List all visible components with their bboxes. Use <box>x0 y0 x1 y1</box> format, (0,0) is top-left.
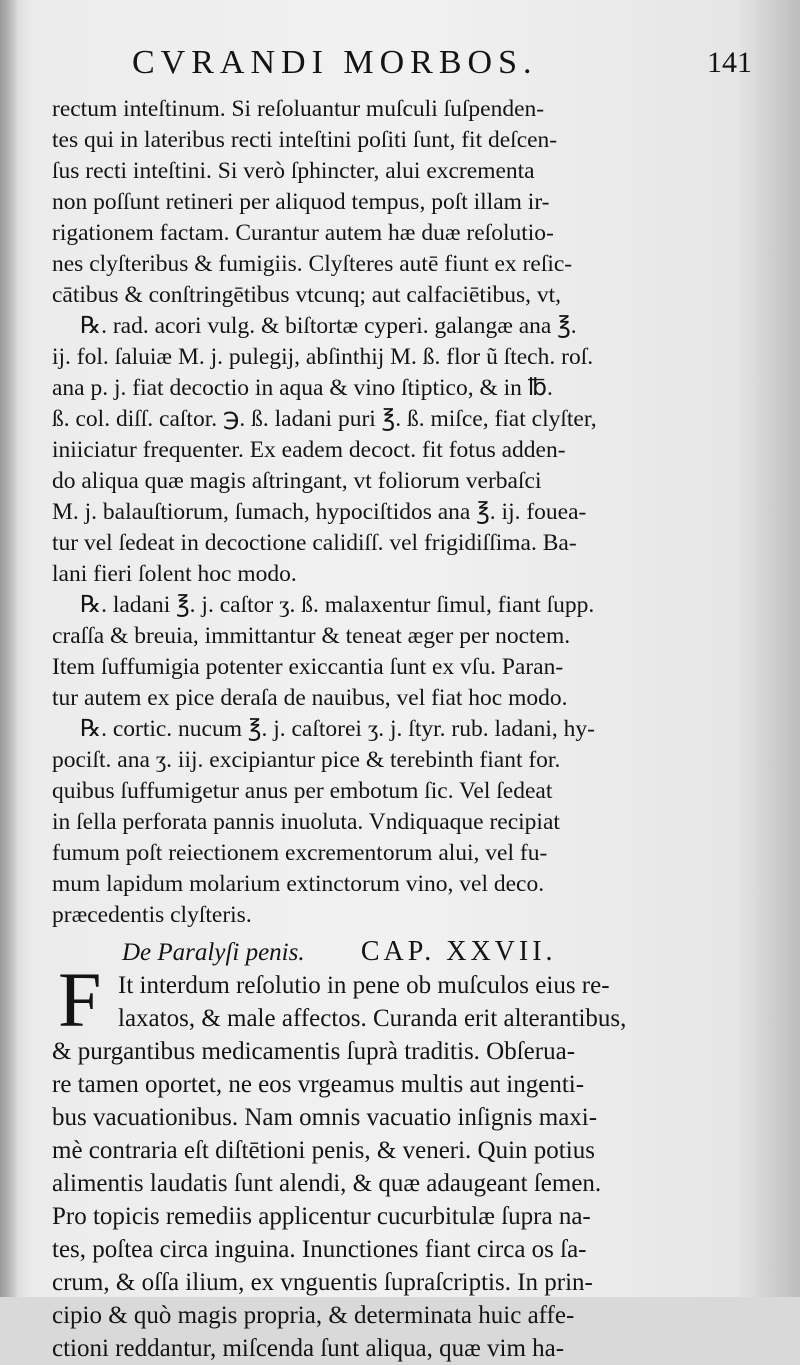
text-line: rigationem factam. Curantur autem hæ duæ reſolutio- <box>52 220 554 246</box>
text-line: It interdum reſolutio in pene ob muſculos eius re- <box>118 972 610 999</box>
text-line: tes qui in lateribus recti inteſtini poſiti ſunt, fit deſcen- <box>52 127 558 153</box>
text-line: quibus ſuffumigetur anus per embotum ſic. Vel ſedeat <box>52 778 553 804</box>
text-line: ℞. cortic. nucum ℥. j. caſtorei ʒ. j. ſtyr. rub. ladani, hy- <box>80 716 595 742</box>
text-line: in ſella perforata pannis inuoluta. Vndiquaque recipiat <box>52 809 560 835</box>
text-line: ctioni reddantur, miſcenda ſunt aliqua, quæ vim ha- <box>52 1335 565 1362</box>
text-line: & purgantibus medicamentis ſuprà traditis. Obſerua- <box>52 1038 576 1065</box>
chapter-subtitle: De Paralyſi penis. <box>122 939 305 966</box>
binding-shadow <box>0 0 18 1297</box>
text-line: crum, & oſſa ilium, ex vnguentis ſupraſcriptis. In prin- <box>52 1269 593 1296</box>
text-line: nes clyſteribus & fumigiis. Clyſteres autē fiunt ex reſic- <box>52 251 573 277</box>
text-line: fumum poſt reiectionem excrementorum alui, vel fu- <box>52 840 548 866</box>
text-line: tur vel ſedeat in decoctione calidiſſ. vel frigidiſſima. Ba- <box>52 530 577 556</box>
text-line: ij. fol. ſaluiæ M. j. pulegij, abſinthij M. ß. flor ũ ſtech. roſ. <box>52 344 594 370</box>
text-line: cātibus & conſtringētibus vtcunq; aut calfaciētibus, vt, <box>52 282 562 308</box>
page-number: 141 <box>707 46 752 79</box>
text-line: iniiciatur frequenter. Ex eadem decoct. fit fotus adden- <box>52 437 566 463</box>
text-line: M. j. balauſtiorum, ſumach, hypociſtidos ana ℥. ij. fouea- <box>52 499 587 525</box>
text-line: ß. col. diſſ. caſtor. ℈. ß. ladani puri ℥. ß. miſce, fiat clyſter, <box>52 406 597 432</box>
page-header <box>52 40 752 94</box>
text-line: ℞. rad. acori vulg. & biſtortæ cyperi. galangæ ana ℥. <box>80 313 577 339</box>
text-line: mum lapidum molarium extinctorum vino, vel deco. <box>52 871 545 897</box>
text-line: re tamen oportet, ne eos vrgeamus multis aut ingenti- <box>52 1071 585 1098</box>
text-line: non poſſunt retineri per aliquod tempus, poſt illam ir- <box>52 189 550 215</box>
text-line: do aliqua quæ magis aſtringant, vt foliorum verbaſci <box>52 468 542 494</box>
chapter-heading <box>52 935 752 969</box>
chapter-label: CAP. XXVII. <box>360 936 557 967</box>
text-block <box>52 40 752 1365</box>
text-line: mè contraria eſt diſtētioni penis, & veneri. Quin potius <box>52 1137 595 1164</box>
text-line: præcedentis clyſteris. <box>52 902 252 928</box>
text-line: tur autem ex pice deraſa de nauibus, vel fiat hoc modo. <box>52 685 568 711</box>
running-head: CVRANDI MORBOS. <box>132 44 538 81</box>
text-line: Pro topicis remediis applicentur cucurbitulæ ſupra na- <box>52 1203 591 1230</box>
text-line: ℞. ladani ℥. j. caſtor ʒ. ß. malaxentur ſimul, fiant ſupp. <box>80 592 595 618</box>
text-line: Item ſuffumigia potenter exiccantia ſunt ex vſu. Paran- <box>52 654 564 680</box>
text-line: craſſa & breuia, immittantur & teneat æger per noctem. <box>52 623 571 649</box>
drop-cap: F <box>58 956 102 1043</box>
text-line: alimentis laudatis ſunt alendi, & quæ adaugeant ſemen. <box>52 1170 602 1197</box>
text-line: rectum inteſtinum. Si reſoluantur muſculi ſuſpenden- <box>52 96 545 122</box>
text-line: pociſt. ana ʒ. iij. excipiantur pice & terebinth fiant for. <box>52 747 561 773</box>
text-line: bus vacuationibus. Nam omnis vacuatio inſignis maxi- <box>52 1104 598 1131</box>
body-text-2 <box>52 956 752 1365</box>
text-line: tes, poſtea circa inguina. Inunctiones fiant circa os ſa- <box>52 1236 587 1263</box>
text-line: ana p. j. fiat decoctio in aqua & vino ſtiptico, & in ℔. <box>52 375 553 401</box>
body-text-1 <box>52 94 752 931</box>
text-line: laxatos, & male affectos. Curanda erit alterantibus, <box>118 1005 627 1032</box>
text-line: ſus recti inteſtini. Si verò ſphincter, alui excrementa <box>52 158 535 184</box>
text-line: lani fieri ſolent hoc modo. <box>52 561 297 587</box>
text-line: cipio & quò magis propria, & determinata huic affe- <box>52 1302 575 1329</box>
